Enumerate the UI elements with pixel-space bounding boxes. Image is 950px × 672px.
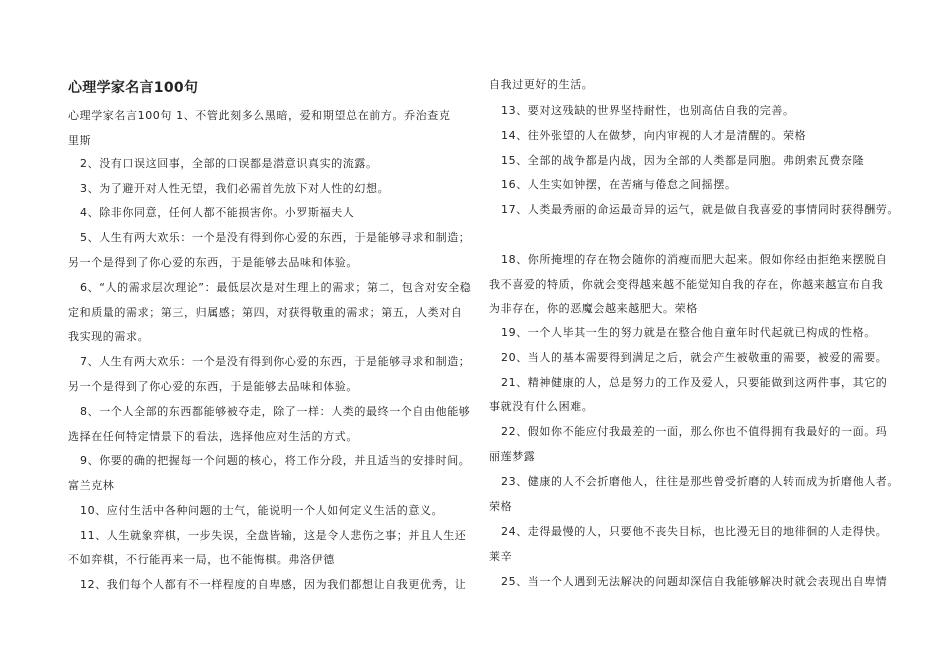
right-column-line: 莱辛 [489, 550, 513, 563]
right-column-line: 18、你所掩埋的存在物会随你的消瘦而肥大起来。假如你经由拒绝来摆脱自 [501, 253, 888, 266]
right-column-line: 19、一个人毕其一生的努力就是在整合他自童年时代起就已构成的性格。 [501, 326, 876, 339]
left-column-line: 我实现的需求。 [68, 330, 150, 343]
left-column-line: 2、没有口误这回事，全部的口误都是潜意识真实的流露。 [80, 157, 378, 170]
right-column-line: 24、走得最慢的人，只要他不丧失目标，也比漫无目的地徘徊的人走得快。 [501, 525, 888, 538]
left-column-line: 9、你要的确的把握每一个问题的核心，将工作分段，并且适当的安排时间。 [80, 454, 471, 467]
right-column-line: 16、人生实如钟摆，在苦痛与倦怠之间摇摆。 [501, 178, 737, 191]
right-column-line: 22、假如你不能应付我最差的一面，那么你也不值得拥有我最好的一面。玛 [501, 425, 888, 438]
right-column-line: 14、往外张望的人在做梦，向内审视的人才是清醒的。荣格 [501, 129, 807, 142]
left-column-line: 11、人生就象弈棋，一步失误，全盘皆输，这是令人悲伤之事；并且人生还 [80, 529, 467, 542]
right-column-line: 17、人类最秀丽的命运最奇异的运气，就是做自我喜爱的事情同时获得酬劳。 [501, 203, 899, 216]
right-column-line: 25、当一个人遇到无法解决的问题却深信自我能够解决时就会表现出自卑情 [501, 575, 888, 588]
right-column-line: 23、健康的人不会折磨他人，往往是那些曾受折磨的人转而成为折磨他人者。 [501, 475, 899, 488]
left-column-line: 8、一个人全部的东西都能够被夺走，除了一样：人类的最终一个自由他能够 [80, 405, 471, 418]
left-column-line: 富兰克林 [68, 479, 115, 492]
right-column-line: 荣格 [489, 500, 513, 513]
left-column-line: 另一个是得到了你心爱的东西，于是能够去品味和体验。 [68, 380, 358, 393]
right-column-line: 21、精神健康的人，总是努力的工作及爱人，只要能做到这两件事，其它的 [501, 376, 888, 389]
left-column-line: 3、为了避开对人性无望，我们必需首先放下对人性的幻想。 [80, 182, 390, 195]
left-column-line: 12、我们每个人都有不一样程度的自卑感，因为我们都想让自我更优秀，让 [80, 578, 467, 591]
right-column-line: 丽莲梦露 [489, 450, 536, 463]
right-column-line: 15、全部的战争都是内战，因为全部的人类都是同胞。弗朗索瓦费奈隆 [501, 154, 865, 167]
right-column-line: 20、当人的基本需要得到满足之后，就会产生被敬重的需要，被爱的需要。 [501, 351, 888, 364]
left-column-line: 不如弈棋，不行能再来一局，也不能悔棋。弗洛伊德 [68, 553, 335, 566]
left-column-line: 4、除非你同意，任何人都不能损害你。小罗斯福夫人 [80, 206, 355, 219]
left-column-line: 6、“人的需求层次理论”：最低层次是对生理上的需求；第二，包含对安全稳 [80, 281, 472, 294]
left-column-line: 另一个是得到了你心爱的东西，于是能够去品味和体验。 [68, 256, 358, 269]
left-column-line: 7、人生有两大欢乐：一个是没有得到你心爱的东西，于是能够寻求和制造； [80, 355, 471, 368]
right-column-line: 为非存在，你的恶魔会越来越肥大。荣格 [489, 302, 698, 315]
left-column-line: 5、人生有两大欢乐：一个是没有得到你心爱的东西，于是能够寻求和制造； [80, 231, 471, 244]
right-column-line: 我不喜爱的特质，你就会变得越来越不能觉知自我的存在，你越来越宣布自我 [489, 278, 884, 291]
right-column-line: 自我过更好的生活。 [489, 78, 594, 91]
left-column-line: 心理学家名言100句 1、不管此刻多么黑暗，爱和期望总在前方。乔治查克 [68, 109, 451, 122]
left-column-line: 选择在任何特定情景下的看法，选择他应对生活的方式。 [68, 430, 358, 443]
left-column-line: 定和质量的需求；第三，归属感；第四，对获得敬重的需求；第五，人类对自 [68, 306, 463, 319]
document-title: 心理学家名言100句 [68, 80, 199, 96]
right-column-line: 13、要对这残缺的世界坚持耐性，也别高估自我的完善。 [501, 104, 795, 117]
right-column-line: 事就没有什么困难。 [489, 400, 594, 413]
left-column-line: 10、应付生活中各种问题的士气，能说明一个人如何定义生活的意义。 [80, 504, 444, 517]
left-column-line: 里斯 [68, 134, 92, 147]
